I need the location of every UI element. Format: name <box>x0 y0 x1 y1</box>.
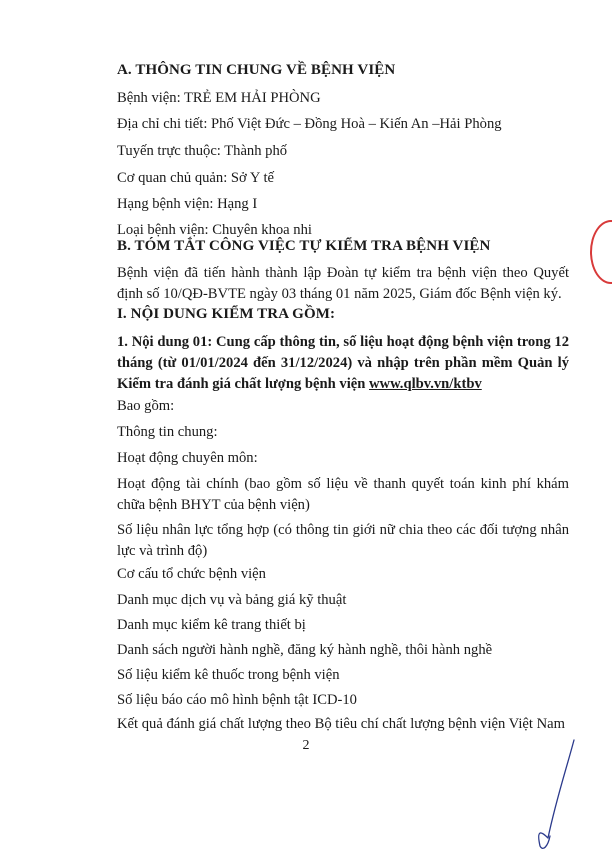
section-a-heading: A. THÔNG TIN CHUNG VỀ BỆNH VIỆN <box>117 62 396 78</box>
item-icd10: Số liệu báo cáo mô hình bệnh tật ICD-10 <box>117 692 357 708</box>
item-practitioners: Danh sách người hành nghề, đăng ký hành nghề, thôi hành nghề <box>117 642 493 658</box>
item-general-info: Thông tin chung: <box>117 424 218 440</box>
summary-text: Bệnh viện đã tiến hành thành lập Đoàn tự kiểm tra bệnh viện theo Quyết định số 10/QĐ-BVTE ngày 03 tháng 01 năm 2025, Giám đốc Bệnh viện ký. <box>117 265 569 302</box>
direct-line: Tuyến trực thuộc: Thành phố <box>117 143 288 159</box>
hospital-rank: Hạng bệnh viện: Hạng I <box>117 196 258 212</box>
page-number: 2 <box>302 738 310 753</box>
ktbv-link[interactable]: www.qlbv.vn/ktbv <box>369 376 482 392</box>
item-drugs: Số liệu kiểm kê thuốc trong bệnh viện <box>117 667 340 683</box>
item-professional: Hoạt động chuyên môn: <box>117 450 258 466</box>
item-equipment: Danh mục kiểm kê trang thiết bị <box>117 617 306 633</box>
section-i-heading: I. NỘI DUNG KIỂM TRA GỒM: <box>117 306 336 322</box>
item-org-structure: Cơ cấu tổ chức bệnh viện <box>117 566 266 582</box>
managing-agency: Cơ quan chủ quản: Sở Y tế <box>117 170 275 186</box>
content-01-text: 1. Nội dung 01: Cung cấp thông tin, số liệu hoạt động bệnh viện trong 12 tháng (từ 01/01/2024 đến 31/12/2024) và nhập trên phần mềm Quản lý Kiểm tra đánh giá chất lượng bệnh viện <box>117 334 569 392</box>
section-b-heading: B. TÓM TẮT CÔNG VIỆC TỰ KIỂM TRA BỆNH VIỆN <box>117 238 491 254</box>
item-quality: Kết quả đánh giá chất lượng theo Bộ tiêu chí chất lượng bệnh viện Việt Nam <box>117 716 565 732</box>
hospital-type: Loại bệnh viện: Chuyên khoa nhi <box>117 222 312 238</box>
item-hr-text: Số liệu nhân lực tổng hợp (có thông tin giới nữ chia theo các đối tượng nhân lực và trình độ) <box>117 522 569 559</box>
hospital-address: Địa chỉ chi tiết: Phố Việt Đức – Đồng Hoà – Kiến An –Hải Phòng <box>117 116 502 132</box>
item-financial-text: Hoạt động tài chính (bao gồm số liệu về thanh quyết toán kinh phí khám chữa bệnh BHYT của bệnh viện) <box>117 476 569 513</box>
includes-label: Bao gồm: <box>117 398 175 414</box>
hospital-name: Bệnh viện: TRẺ EM HẢI PHÒNG <box>117 90 321 106</box>
item-services: Danh mục dịch vụ và bảng giá kỹ thuật <box>117 592 347 608</box>
